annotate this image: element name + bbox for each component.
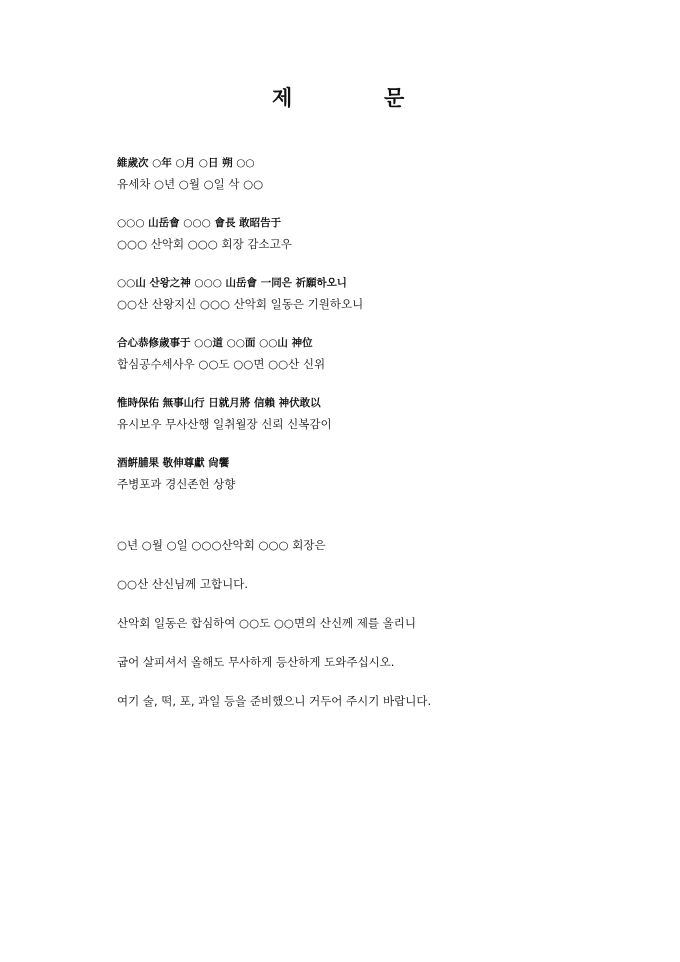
verse-block (117, 333, 617, 393)
title-char-2: 문 (384, 86, 405, 110)
verse-hangul-line: 합심공수세사우 ○○도 ○○면 ○○산 신위 (117, 357, 326, 371)
paragraph: ○년 ○월 ○일 ○○○산악회 ○○○ 회장은 (117, 538, 326, 552)
modern-translation (117, 537, 617, 732)
verse-hangul-line: ○○산 산왕지신 ○○○ 산악회 일동은 기원하오니 (117, 297, 364, 311)
verse-block (117, 213, 617, 273)
verse-hanja-line: ○○○ 山岳會 ○○○ 會長 敢昭告于 (117, 217, 282, 229)
verse-hangul-line: ○○○ 산악회 ○○○ 회장 감소고우 (117, 237, 292, 251)
verse-block (117, 153, 617, 213)
paragraph: ○○산 산신님께 고합니다. (117, 577, 249, 591)
document-title (0, 82, 680, 112)
verse-hanja-line: 維歲次 ○年 ○月 ○日 朔 ○○ (117, 157, 255, 169)
ritual-verses (117, 153, 617, 513)
verse-hangul-line: 유세차 ○년 ○월 ○일 삭 ○○ (117, 177, 264, 191)
paragraph: 여기 술, 떡, 포, 과일 등을 준비했으니 거두어 주시기 바랍니다. (117, 694, 432, 708)
verse-hanja-line: ○○山 산왕之神 ○○○ 山岳會 一同은 祈願하오니 (117, 277, 347, 289)
paragraph: 산악회 일동은 합심하여 ○○도 ○○면의 산신께 제를 올리니 (117, 616, 417, 630)
verse-hanja-line: 惟時保佑 無事山行 日就月將 信賴 神伏敢以 (117, 397, 321, 409)
verse-block (117, 393, 617, 453)
verse-block (117, 273, 617, 333)
verse-hangul-line: 주병포과 경신존헌 상향 (117, 477, 236, 491)
verse-hanja-line: 酒餠脯果 敬伸尊獻 尙饗 (117, 457, 230, 469)
paragraph: 굽어 살피셔서 올해도 무사하게 등산하게 도와주십시오. (117, 655, 395, 669)
verse-hangul-line: 유시보우 무사산행 일취월장 신뢰 신복감이 (117, 417, 332, 431)
verse-block (117, 453, 617, 513)
verse-hanja-line: 合心恭修歲事于 ○○道 ○○面 ○○山 神位 (117, 337, 313, 349)
title-char-1: 제 (272, 86, 293, 110)
